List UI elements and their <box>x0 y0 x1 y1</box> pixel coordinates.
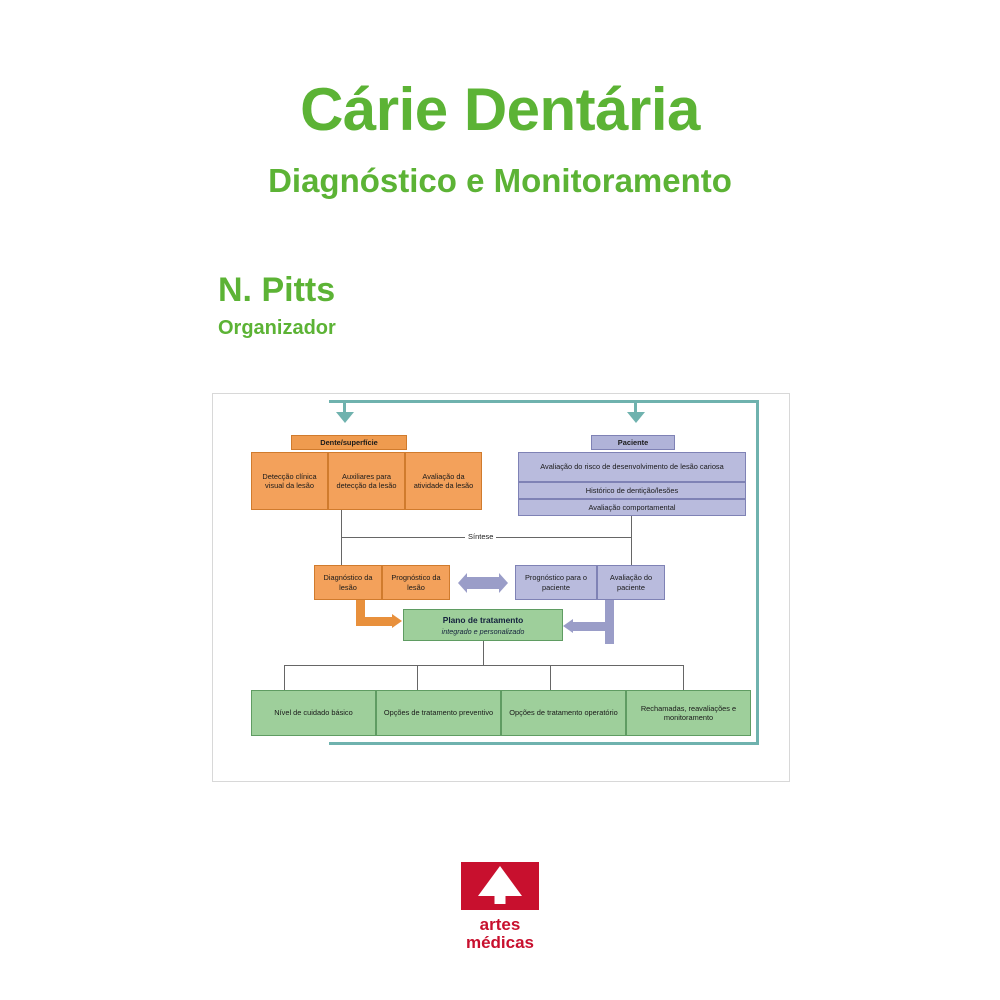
node-historico-denticao: Histórico de dentição/lesões <box>518 482 746 499</box>
group-header-patient: Paciente <box>591 435 675 450</box>
connector-purple-horizontal <box>573 622 614 631</box>
publisher-name-line2: médicas <box>465 932 535 952</box>
outcome-drop-1 <box>284 665 285 690</box>
synthesis-stem-tooth <box>341 510 342 538</box>
node-rechamadas-monitoramento: Rechamadas, reavaliações e monitoramento <box>626 690 751 736</box>
synthesis-drop-left <box>341 537 342 565</box>
page-subtitle: Diagnóstico e Monitoramento <box>268 162 732 199</box>
node-plano-tratamento <box>403 609 563 641</box>
plan-title: Plano de tratamento <box>442 614 524 625</box>
plan-subtitle: integrado e personalizado <box>441 626 525 636</box>
node-avaliacao-comportamental: Avaliação comportamental <box>518 499 746 516</box>
node-avaliacao-risco: Avaliação do risco de desenvolvimento de lesão cariosa <box>518 452 746 482</box>
publisher-name <box>466 916 534 952</box>
diagram-panel <box>212 393 790 782</box>
logo-dot-shape <box>495 893 506 904</box>
node-avaliacao-paciente: Avaliação do paciente <box>597 565 665 600</box>
page-title: Cárie Dentária <box>300 76 700 143</box>
synthesis-stem-patient <box>631 516 632 538</box>
arrow-left-plan-icon <box>563 619 573 633</box>
node-prognostico-paciente: Prognóstico para o paciente <box>515 565 597 600</box>
node-deteccao-clinica: Detecção clínica visual da lesão <box>251 452 328 510</box>
arrow-bidirectional-icon <box>467 577 499 589</box>
node-prognostico-lesao: Prognóstico da lesão <box>382 565 450 600</box>
outcome-drop-2 <box>417 665 418 690</box>
node-nivel-cuidado-basico: Nível de cuidado básico <box>251 690 376 736</box>
node-diagnostico-lesao: Diagnóstico da lesão <box>314 565 382 600</box>
author-role: Organizador <box>218 317 336 340</box>
feedback-branch-patient <box>634 400 637 414</box>
group-header-tooth-surface: Dente/superfície <box>291 435 407 450</box>
synthesis-label: Síntese <box>465 532 496 541</box>
publisher-logo <box>0 862 1000 952</box>
logo-notch-shape <box>478 866 522 896</box>
title-block <box>0 78 1000 199</box>
author-name: N. Pitts <box>218 271 336 309</box>
node-auxiliares-deteccao: Auxiliares para detecção da lesão <box>328 452 405 510</box>
connector-orange-horizontal <box>356 617 392 626</box>
feedback-branch-tooth <box>343 400 346 414</box>
diagram-canvas <box>213 394 789 781</box>
synthesis-drop-right <box>631 537 632 565</box>
node-avaliacao-atividade: Avaliação da atividade da lesão <box>405 452 482 510</box>
outcome-drop-4 <box>683 665 684 690</box>
artes-medicas-logo-icon <box>461 862 539 910</box>
author-block <box>218 272 336 340</box>
node-tratamento-preventivo: Opções de tratamento preventivo <box>376 690 501 736</box>
outcome-stem <box>483 641 484 665</box>
arrow-right-plan-icon <box>392 614 402 628</box>
node-tratamento-operatorio: Opções de tratamento operatório <box>501 690 626 736</box>
outcome-bar <box>284 665 683 666</box>
publisher-name-line1: artes <box>479 915 521 934</box>
feedback-loop-top <box>329 400 759 403</box>
outcome-drop-3 <box>550 665 551 690</box>
